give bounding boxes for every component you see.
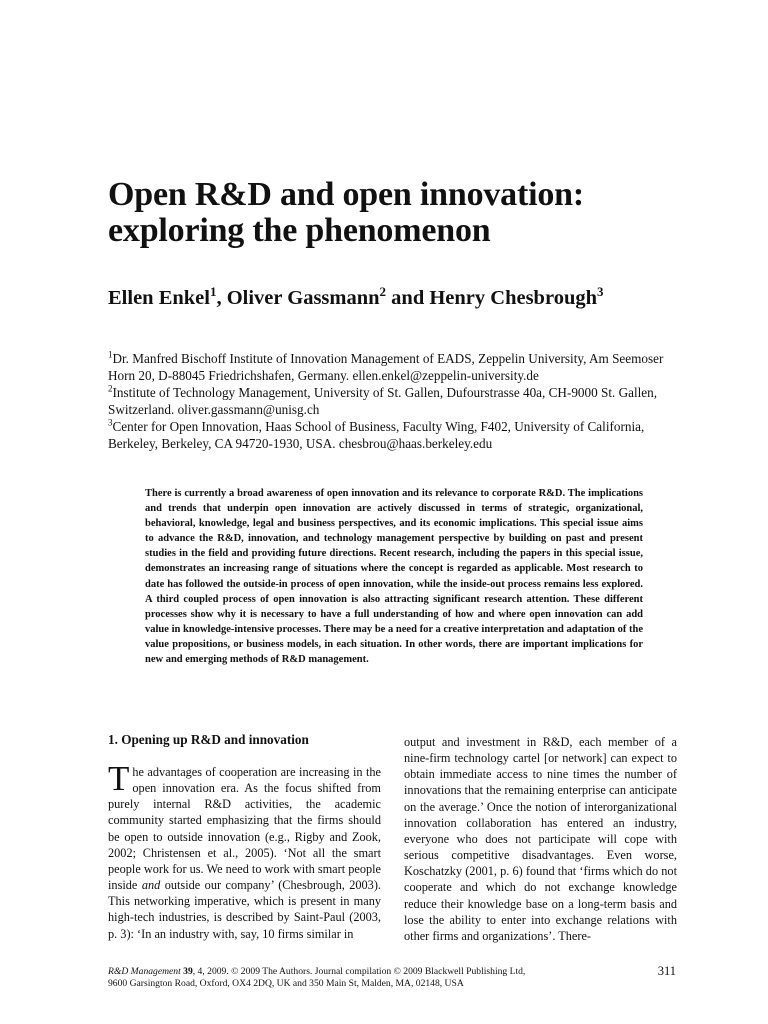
affiliation-item [108, 418, 678, 452]
author-separator: , [216, 287, 227, 309]
body-column-right: output and investment in R&D, each member of a nine-firm technology cartel [or network] can expect to obtain immediate access to nine times the number of innovations that the remaining enterprise can anticipate on the average.’ Once the notion of interorganizational innovation collaboration has entered an industry, everyone who does not participate will cope with serious competitive disadvantages. Even worse, Koschatzky (2001, p. 6) found that ‘firms which do not cooperate and which do not exchange knowledge reduce their knowledge base on a long-term basis and lose the ability to enter into exchange relations with other firms and organizations’. There- [404, 735, 677, 943]
affiliations [108, 350, 678, 452]
author-name: Ellen Enkel [108, 287, 210, 309]
article-title: Open R&D and open innovation: exploring the phenomenon [108, 176, 584, 249]
affiliation-marker: 1 [108, 349, 113, 360]
author-affil-marker: 1 [209, 284, 217, 300]
author-affil-marker: 3 [597, 284, 604, 300]
journal-issue-info: , 4, 2009. © 2009 The Authors. Journal compilation © 2009 Blackwell Publishing Ltd, [192, 966, 526, 977]
journal-name: R&D Management [108, 966, 181, 977]
drop-cap: T [108, 759, 130, 798]
page-number: 311 [657, 964, 676, 978]
author-list [108, 286, 668, 310]
author-separator: and [386, 287, 430, 309]
section-heading: 1. Opening up R&D and innovation [108, 732, 309, 747]
body-column-left [108, 759, 382, 942]
page-footer [108, 966, 678, 990]
author-name: Henry Chesbrough [429, 287, 597, 309]
affiliation-marker: 2 [108, 383, 113, 394]
affiliation-text: Institute of Technology Management, University of St. Gallen, Dufourstrasse 40a, CH-9000 St. Gallen, Switzerland. oliver.gassmann@unisg.ch [108, 385, 658, 417]
affiliation-marker: 3 [108, 417, 113, 428]
affiliation-text: Dr. Manfred Bischoff Institute of Innovation Management of EADS, Zeppelin University, Am Seemoser Horn 20, D-88045 Friedrichshafen, Germany. ellen.enkel@zeppelin-university.de [108, 351, 664, 383]
affiliation-item [108, 384, 678, 418]
footer-citation [108, 966, 678, 978]
author-name: Oliver Gassmann [226, 287, 380, 309]
abstract: There is currently a broad awareness of open innovation and its relevance to corporate R&D. The implications and trends that underpin open innovation are actively discussed in terms of strategic, organizational, behavioral, knowledge, legal and business perspectives, and its economic implications. This special issue aims to advance the R&D, innovation, and technology management perspective by building on past and present studies in the field and providing future directions. Recent research, including the papers in this special issue, demonstrates an increasing range of situations where the concept is regarded as applicable. Most research to date has followed the outside-in process of open innovation, while the inside-out process remains less explored. A third coupled process of open innovation is also attracting significant research attention. These different processes show why it is necessary to have a full understanding of how and where open innovation can add value in knowledge-intensive processes. There may be a need for a creative interpretation and adaptation of the value propositions, or business models, in each situation. In other words, there are important implications for new and emerging methods of R&D management. [145, 488, 643, 666]
body-text: he advantages of cooperation are increasing in the open innovation era. As the focus shifted from purely internal R&D activities, the academic community started emphasizing that the firms should be open to outside innovation (e.g., Rigby and Zook, 2002; Christensen et al., 2005). ‘Not all the smart people work for us. We need to work with smart people inside [108, 765, 382, 893]
affiliation-item [108, 350, 678, 384]
journal-volume: 39 [183, 966, 193, 977]
body-text: outside our company’ (Chesbrough, 2003). This networking imperative, which is present in many high-tech industries, is described by Saint-Paul (2003, p. 3): ‘In an industry with, say, 10 firms similar in [108, 878, 381, 941]
affiliation-text: Center for Open Innovation, Haas School of Business, Faculty Wing, F402, University of California, Berkeley, Berkeley, CA 94720-1930, USA. chesbrou@haas.berkeley.edu [108, 419, 645, 451]
publisher-address: 9600 Garsington Road, Oxford, OX4 2DQ, UK and 350 Main St, Malden, MA, 02148, USA [108, 978, 464, 989]
author-affil-marker: 2 [379, 284, 387, 300]
body-text-italic: and [141, 878, 161, 893]
